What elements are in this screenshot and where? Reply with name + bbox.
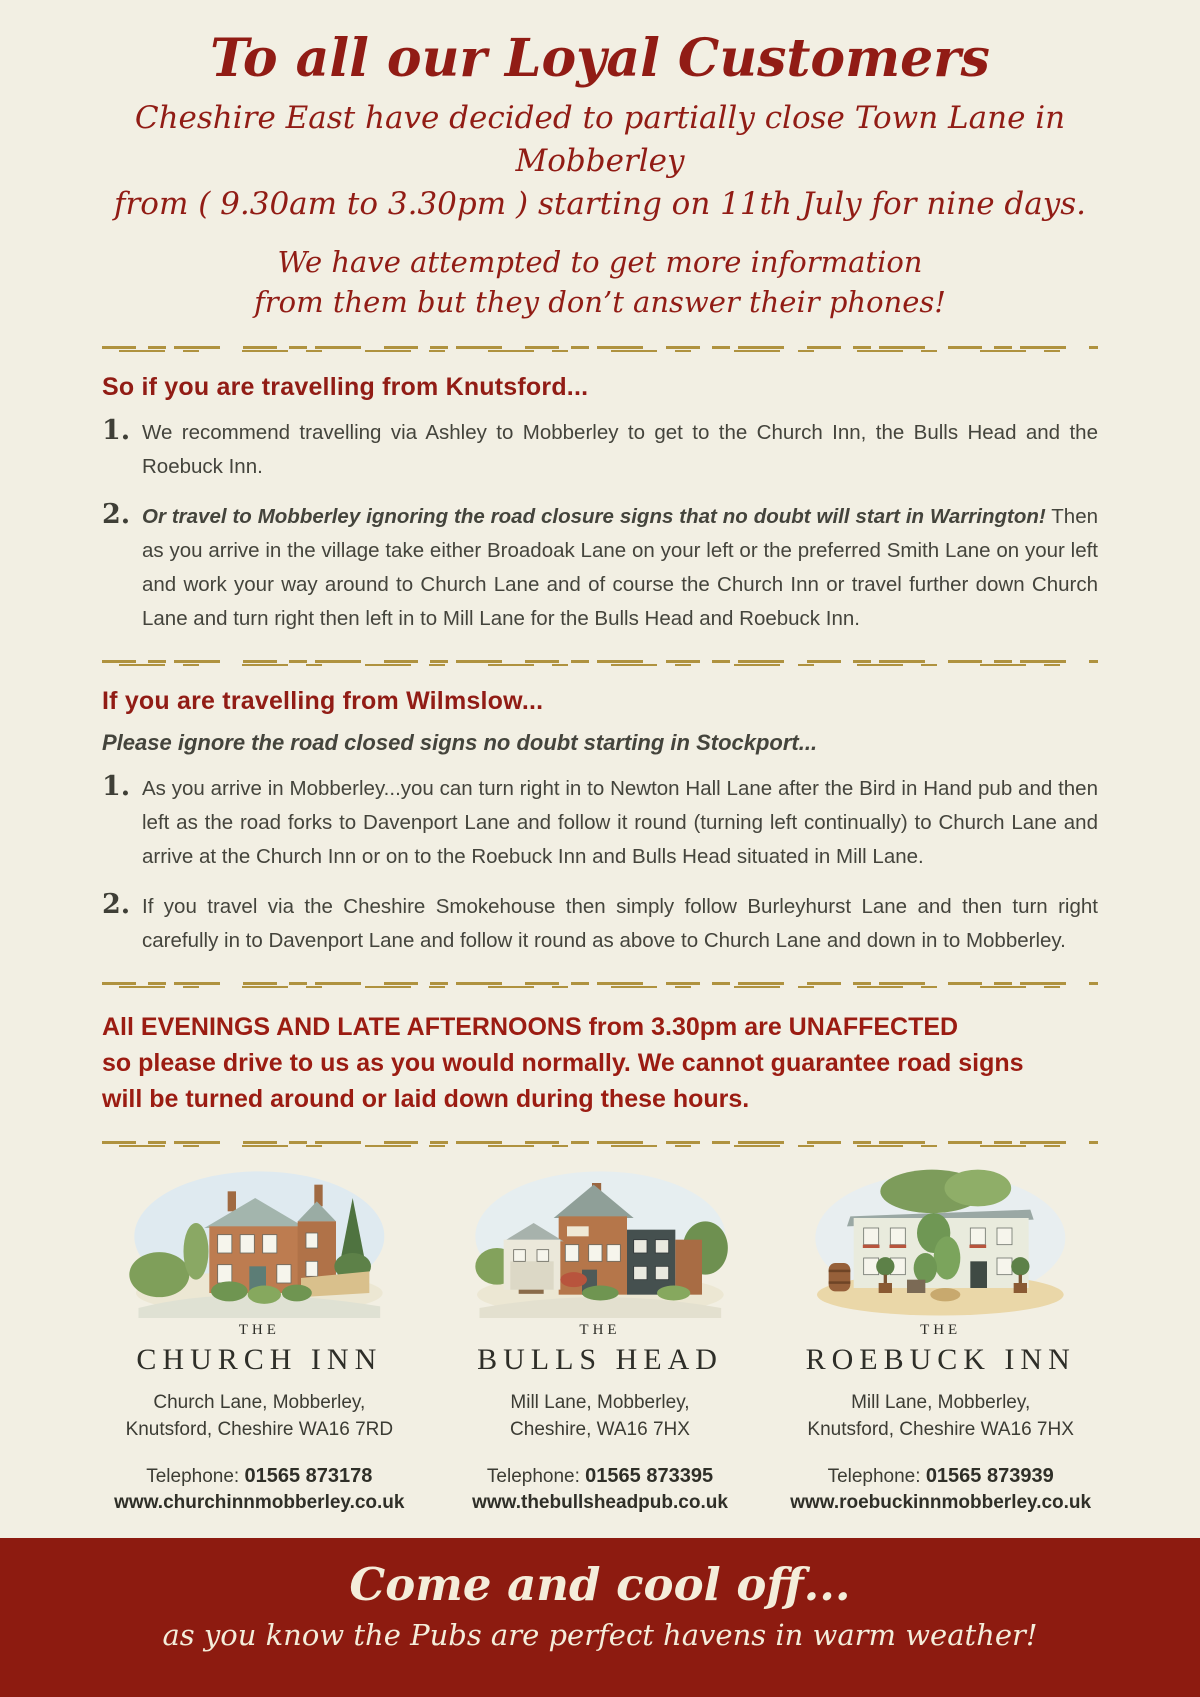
bulls-head-illustration: [443, 1168, 758, 1318]
list-text: [142, 500, 1098, 636]
pub-the: THE: [920, 1322, 962, 1339]
pub-phone-number: 01565 873178: [244, 1465, 373, 1488]
pub-phone: [102, 1465, 417, 1488]
church-inn-illustration: [102, 1168, 417, 1318]
list-number: 1.: [102, 771, 131, 803]
list-text: [142, 772, 1098, 874]
pub-card-church-inn: [102, 1168, 417, 1514]
footer-title: Come and cool off...: [349, 1558, 851, 1611]
pub-phone: [783, 1465, 1098, 1488]
pub-phone-label: Telephone:: [486, 1466, 586, 1488]
list-item: [102, 772, 1098, 874]
section-knutsford: [102, 373, 1098, 636]
intro-line: We have attempted to get more information: [277, 245, 923, 280]
gold-divider: [102, 660, 1098, 667]
footer-subtitle: as you know the Pubs are perfect havens in warm weather!: [162, 1617, 1038, 1652]
intro-paragraph-2: [102, 242, 1098, 322]
notice-line: will be turned around or laid down during these hours.: [102, 1085, 750, 1114]
pub-listing: [102, 1168, 1098, 1514]
pub-card-bulls-head: [443, 1168, 758, 1514]
pub-website: www.roebuckinnmobberley.co.uk: [790, 1492, 1092, 1514]
list-number: 2.: [102, 889, 131, 921]
pub-phone-number: 01565 873395: [585, 1465, 714, 1488]
intro-line: Cheshire East have decided to partially close Town Lane in Mobberley: [134, 100, 1066, 180]
intro-line: from them but they don’t answer their phones!: [254, 285, 946, 320]
pub-name: BULLS HEAD: [477, 1343, 723, 1377]
pub-address-line: Knutsford, Cheshire WA16 7HX: [807, 1419, 1074, 1441]
pub-website: www.thebullsheadpub.co.uk: [472, 1492, 728, 1514]
section-subheading: Please ignore the road closed signs no doubt starting in Stockport...: [102, 730, 818, 756]
pub-address-line: Cheshire, WA16 7HX: [510, 1419, 690, 1441]
pub-the: THE: [579, 1322, 621, 1339]
pub-phone-number: 01565 873939: [925, 1465, 1054, 1488]
pub-address-line: Mill Lane, Mobberley,: [851, 1392, 1031, 1414]
page-title: To all our Loyal Customers: [210, 28, 990, 89]
pub-name: ROEBUCK INN: [805, 1343, 1076, 1377]
gold-divider: [102, 982, 1098, 989]
list-text-body: We recommend travelling via Ashley to Mobberley to get to the Church Inn, the Bulls Head and the Roebuck Inn.: [142, 421, 1098, 479]
intro-paragraph-1: [102, 97, 1098, 226]
pub-phone-label: Telephone:: [146, 1466, 245, 1488]
roebuck-inn-illustration: [783, 1168, 1098, 1318]
list-text: [142, 890, 1098, 958]
header: [102, 30, 1098, 322]
list-item: [102, 416, 1098, 484]
notice-line: so please drive to us as you would normally. We cannot guarantee road signs: [102, 1049, 1024, 1078]
pub-phone: [443, 1465, 758, 1488]
pub-the: THE: [238, 1322, 280, 1339]
gold-divider: [102, 1141, 1098, 1148]
list-text-body: As you arrive in Mobberley...you can turn right in to Newton Hall Lane after the Bird in Hand pub and then left as the road forks to Davenport Lane and follow it round (turning left continually) to Church Lane and arrive at the Church Inn or on to the Roebuck Inn and Bulls Head situated in Mill Lane.: [142, 777, 1098, 869]
list-item: [102, 890, 1098, 958]
pub-name: CHURCH INN: [136, 1343, 383, 1377]
section-heading: So if you are travelling from Knutsford...: [102, 373, 589, 402]
list-text: [142, 416, 1098, 484]
list-text-lead: Or travel to Mobberley ignoring the road closure signs that no doubt will start in Warrington!: [142, 505, 1046, 529]
intro-line: from ( 9.30am to 3.30pm ) starting on 11th July for nine days.: [114, 186, 1086, 223]
section-wilmslow: [102, 687, 1098, 958]
pub-address-line: Knutsford, Cheshire WA16 7RD: [125, 1419, 394, 1441]
footer-banner: [0, 1538, 1200, 1697]
pub-website: www.churchinnmobberley.co.uk: [114, 1492, 405, 1514]
section-heading: If you are travelling from Wilmslow...: [102, 687, 544, 716]
notice-line: All EVENINGS AND LATE AFTERNOONS from 3.30pm are UNAFFECTED: [102, 1013, 959, 1042]
list-item: [102, 500, 1098, 636]
evening-notice: [102, 1009, 1098, 1117]
pub-address-line: Church Lane, Mobberley,: [153, 1392, 366, 1414]
pub-card-roebuck-inn: [783, 1168, 1098, 1514]
pub-phone-label: Telephone:: [827, 1466, 926, 1488]
list-number: 2.: [102, 499, 131, 531]
list-number: 1.: [102, 415, 131, 447]
pub-address-line: Mill Lane, Mobberley,: [510, 1392, 690, 1414]
list-text-body: Then as you arrive in the village take either Broadoak Lane on your left or the preferred Smith Lane on your left and work your way around to Church Lane and of course the Church Inn or travel further down Church Lane and turn right then left in to Mill Lane for the Bulls Head and Roebuck Inn.: [142, 505, 1098, 631]
gold-divider: [102, 346, 1098, 353]
list-text-body: If you travel via the Cheshire Smokehouse then simply follow Burleyhurst Lane and then turn right carefully in to Davenport Lane and follow it round as above to Church Lane and down in to Mobberley.: [142, 895, 1098, 953]
